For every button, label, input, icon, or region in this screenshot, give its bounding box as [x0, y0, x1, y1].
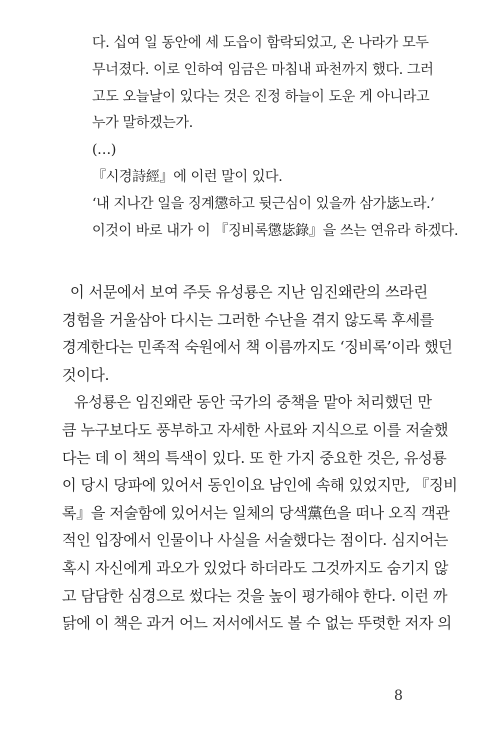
- body-line: 이 서문에서 보여 주듯 유성룡은 지난 임진왜란의 쓰라린: [70, 283, 428, 301]
- body-line: 적인 입장에서 인물이나 사실을 서술했다는 점이다. 심지어는: [62, 531, 449, 550]
- quote-line: 고도 오늘날이 있다는 것은 진정 하늘이 도운 게 아니라고: [92, 88, 430, 105]
- body-line: 경계한다는 민족적 숙원에서 책 이름까지도 ‘징비록’이라 했던: [62, 338, 453, 357]
- body-line: 경험을 거울삼아 다시는 그러한 수난을 겪지 않도록 후세를: [62, 310, 434, 329]
- body-line: 이 당시 당파에 있어서 동인이요 남인에 속해 있었지만, 『징비: [62, 476, 458, 495]
- page-number: 8: [394, 688, 403, 704]
- body-line: 것이다.: [62, 365, 110, 384]
- quote-line: 다. 십여 일 동안에 세 도읍이 함락되었고, 온 나라가 모두: [92, 35, 429, 51]
- preface-quote: [92, 30, 459, 244]
- body-line: 록』을 저술함에 있어서는 일체의 당색黨色을 떠나 오직 객관: [62, 503, 450, 522]
- body-line: 혹시 자신에게 과오가 있었다 하더라도 그것까지도 숨기지 않: [62, 558, 449, 577]
- body-line: 유성룡은 임진왜란 동안 국가의 중책을 맡아 처리했던 만: [74, 393, 432, 412]
- body-line: 큼 누구보다도 풍부하고 자세한 사료와 지식으로 이를 저술했: [62, 420, 449, 439]
- body-line: 닭에 이 책은 과거 어느 저서에서도 볼 수 없는 뚜렷한 저자 의: [62, 614, 452, 633]
- quote-line: 무너졌다. 이로 인하여 임금은 마침내 파천까지 했다. 그러: [92, 61, 434, 78]
- quote-line: 누가 말하겠는가.: [92, 115, 193, 132]
- body-line: 다는 데 이 책의 특색이 있다. 또 한 가지 중요한 것은, 유성룡: [62, 448, 447, 467]
- quote-line: ‘내 지나간 일을 징계懲하고 뒷근심이 있을까 삼가毖노라.’: [92, 195, 435, 212]
- quote-line: 『시경詩經』에 이런 말이 있다.: [92, 168, 283, 185]
- quote-line: 이것이 바로 내가 이 『징비록懲毖錄』을 쓰는 연유라 하겠다.: [92, 222, 459, 239]
- body-line: 고 담담한 심경으로 썼다는 것을 높이 평가해야 한다. 이런 까: [62, 586, 448, 605]
- body-text: [62, 279, 458, 638]
- quote-line: (…): [92, 142, 117, 159]
